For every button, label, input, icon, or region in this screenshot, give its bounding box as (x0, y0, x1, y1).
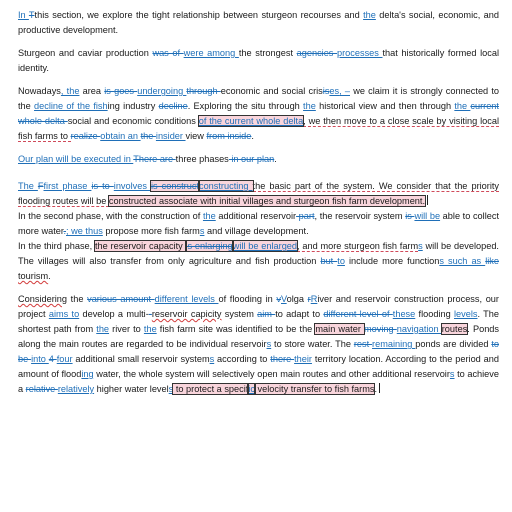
tracked-deletion: current whole delta (18, 101, 499, 126)
tracked-insertion: ic (248, 384, 255, 394)
tracked-insertion: relatively (57, 384, 95, 394)
body-text: of flooding in (218, 294, 277, 304)
body-text: territory location. According to the period and amount of flood (18, 354, 499, 379)
tracked-deletion: through (186, 86, 221, 96)
comment-anchor-main-water[interactable]: main water (315, 324, 365, 334)
tracked-deletion: but (320, 256, 338, 266)
tracked-deletion: T (28, 10, 35, 20)
tracked-insertion: s (418, 241, 423, 251)
tracked-insertion: processes (337, 48, 383, 58)
body-text: delta's social, economic, and productive development. (18, 10, 499, 35)
body-text: social and economic conditions (67, 116, 199, 126)
tracked-insertion: remaining (372, 339, 416, 349)
body-text: river to (109, 324, 144, 334)
tracked-deletion: decline (158, 101, 188, 111)
tracked-deletion: is to (91, 181, 114, 191)
tracked-deletion: was of (152, 48, 184, 58)
tracked-insertion: s such as (439, 256, 486, 266)
comment-anchor-routes[interactable]: routes (441, 324, 468, 334)
tracked-deletion: part (296, 211, 315, 221)
body-text: additional small reservoir system (72, 354, 210, 364)
tracked-insertion: decline of the fish (34, 101, 108, 111)
body-text: according to (214, 354, 271, 364)
tracked-insertion: s (449, 369, 455, 379)
body-text: economic and social cris (220, 86, 323, 96)
tracked-insertion: obtain an (100, 131, 141, 141)
paragraph-production[interactable] (18, 46, 499, 76)
tracked-insertion: s (199, 226, 205, 236)
tracked-deletion: like (485, 256, 499, 266)
tracked-deletion: is enlarging (185, 241, 233, 251)
body-text: Nowadays (18, 86, 61, 96)
tracked-deletion: rest (353, 339, 373, 349)
body-text: . (374, 384, 378, 394)
tracked-insertion: navigation (396, 324, 442, 334)
tracked-deletion: r (307, 294, 311, 304)
tracked-insertion: the (303, 101, 316, 111)
body-text: . The shortest path from (18, 309, 499, 334)
tracked-deletion: the (140, 131, 156, 141)
tracked-insertion: into (31, 354, 49, 364)
body-text: iver and reservoir construction process, our project (18, 294, 499, 319)
body-text: olga (286, 294, 308, 304)
tracked-insertion: ing (81, 369, 94, 379)
body-text: historical view and then through (315, 101, 455, 111)
text-cursor (379, 383, 380, 393)
body-text: that historically formed local identity. (18, 48, 499, 73)
comment-anchor-constructed[interactable]: constructed associate with initial villages and sturgeon fish farm development. (108, 196, 426, 206)
tracked-insertion: involves (113, 181, 152, 191)
body-text: . Ponds along the main routes are regarded to be individual reservoir (18, 324, 500, 349)
tracked-deletion: aim (257, 309, 276, 319)
paragraph-third-phase[interactable] (18, 239, 499, 284)
tracked-deletion: F (37, 181, 44, 191)
tracked-insertion: the (96, 324, 110, 334)
body-text: , the reservoir system (314, 211, 406, 221)
body-text: will be developed. The villages will also transfer from only agriculture and fish production (18, 241, 499, 266)
tracked-insertion: aims to (48, 309, 80, 319)
comment-anchor-constructing[interactable]: constructing (198, 181, 253, 191)
tracked-insertion: different levels (154, 294, 219, 304)
tracked-insertion: s (266, 339, 272, 349)
body-text: , we then move to a close scale by visiting local fish farms to (18, 116, 499, 141)
body-text: to store water. The (271, 339, 354, 349)
comment-anchor-protect[interactable]: to protect a specif (173, 384, 249, 394)
body-text: . (274, 154, 277, 164)
spelling-flagged-word: reservoir capicity (151, 309, 222, 319)
paragraph-second-phase[interactable] (18, 209, 499, 239)
tracked-deletion: - (148, 309, 152, 319)
tracked-deletion: is (104, 86, 115, 96)
tracked-deletion: agencies (296, 48, 338, 58)
tracked-insertion: undergoing (137, 86, 187, 96)
body-text: three phases (175, 154, 229, 164)
body-text: area (79, 86, 105, 96)
tracked-deletion: 4 (48, 354, 57, 364)
tracked-insertion: these (392, 309, 416, 319)
body-text: the (67, 294, 88, 304)
tracked-deletion: is (322, 86, 330, 96)
tracked-insertion: the (363, 10, 376, 20)
tracked-deletion: relative (25, 384, 58, 394)
tracked-insertion: were among (183, 48, 239, 58)
body-text: . Exploring the situ through (187, 101, 304, 111)
body-text: ing industry (107, 101, 159, 111)
tracked-insertion: , – (339, 86, 350, 96)
tracked-insertion: will be enlarged (232, 241, 298, 251)
tracked-insertion: levels (454, 309, 478, 319)
tracked-deletion: moving (364, 324, 397, 334)
spelling-flagged-word: Considering (18, 294, 68, 304)
tracked-deletion: is (405, 211, 415, 221)
tracked-deletion: . (63, 226, 67, 236)
body-text: Sturgeon and caviar production (18, 48, 153, 58)
paragraph-plan[interactable] (18, 152, 499, 167)
text-cursor (427, 195, 428, 205)
tracked-deletion: goes (114, 86, 138, 96)
body-text: we claim it is strongly connected to the (18, 86, 500, 111)
body-text: higher water level (94, 384, 169, 394)
body-text: to adapt to (275, 309, 324, 319)
body-text: flooding (415, 309, 454, 319)
spelling-flagged-word: tourism (18, 271, 49, 281)
tracked-insertion: In (18, 10, 29, 20)
body-text: develop a multi- (79, 309, 149, 319)
body-text: include more function (344, 256, 440, 266)
tracked-insertion: es (329, 86, 340, 96)
tracked-insertion: V (281, 294, 287, 304)
body-text: water, the whole system will selectively open main routes and other additional reservoir (93, 369, 450, 379)
body-text: fish farm site was identified to be the (156, 324, 316, 334)
body-text: the strongest (238, 48, 297, 58)
tracked-insertion: will be (414, 211, 441, 221)
tracked-insertion: , the (60, 86, 80, 96)
tracked-deletion: v (276, 294, 281, 304)
tracked-insertion: thus (85, 226, 103, 236)
tracked-deletion: realize (70, 131, 101, 141)
body-text: view (185, 131, 207, 141)
tracked-deletion: to be (18, 339, 499, 364)
tracked-insertion: s (209, 354, 215, 364)
body-text: . (48, 271, 51, 281)
tracked-deletion: is construct (151, 181, 199, 191)
body-text: velocity transfer to fish farms (254, 384, 375, 394)
body-text: system (221, 309, 258, 319)
tracked-deletion: There are (133, 154, 176, 164)
tracked-insertion: the (454, 101, 471, 111)
body-text: the basic part of the system. We consider that the priority flooding routes will be (18, 181, 500, 206)
comment-anchor-capacity[interactable]: the reservoir capacity (94, 241, 186, 251)
tracked-insertion: insider (155, 131, 186, 141)
tracked-insertion: R (310, 294, 318, 304)
paragraph-intro[interactable] (18, 8, 499, 38)
tracked-deletion: various amount (87, 294, 155, 304)
paragraph-first-phase[interactable] (18, 179, 499, 209)
tracked-insertion: four (56, 354, 73, 364)
tracked-deletion: in our plan (228, 154, 275, 164)
body-text: to achieve a (18, 369, 499, 394)
comment-anchor-delta[interactable]: of the current whole delta (198, 116, 304, 126)
paragraph-considering[interactable] (18, 292, 499, 397)
body-text: propose more fish farm (102, 226, 200, 236)
tracked-deletion: from inside (206, 131, 252, 141)
tracked-insertion: the (202, 211, 216, 221)
tracked-insertion: s (168, 384, 174, 394)
body-text: this section, we explore the tight relationship between sturgeon recourses and (34, 10, 364, 20)
paragraph-nowadays[interactable] (18, 84, 499, 144)
body-text: In the third phase, (18, 241, 95, 251)
body-text: , and more sturgeon fish farm (297, 241, 419, 251)
tracked-deletion: there (270, 354, 295, 364)
body-text: able to collect more water (18, 211, 500, 236)
body-text: ponds are divided (415, 339, 492, 349)
body-text: additional reservoir (215, 211, 297, 221)
tracked-insertion: ; we (66, 226, 86, 236)
tracked-insertion: Our plan will be executed in (18, 154, 134, 164)
tracked-deletion: different level of (323, 309, 393, 319)
tracked-insertion: first phase (43, 181, 92, 191)
tracked-insertion: to (337, 256, 345, 266)
body-text: and village development. (204, 226, 309, 236)
tracked-insertion: their (294, 354, 312, 364)
body-text: In the second phase, with the construction of (18, 211, 203, 221)
tracked-insertion: The (18, 181, 38, 191)
tracked-insertion: the (143, 324, 157, 334)
body-text: . (251, 131, 254, 141)
